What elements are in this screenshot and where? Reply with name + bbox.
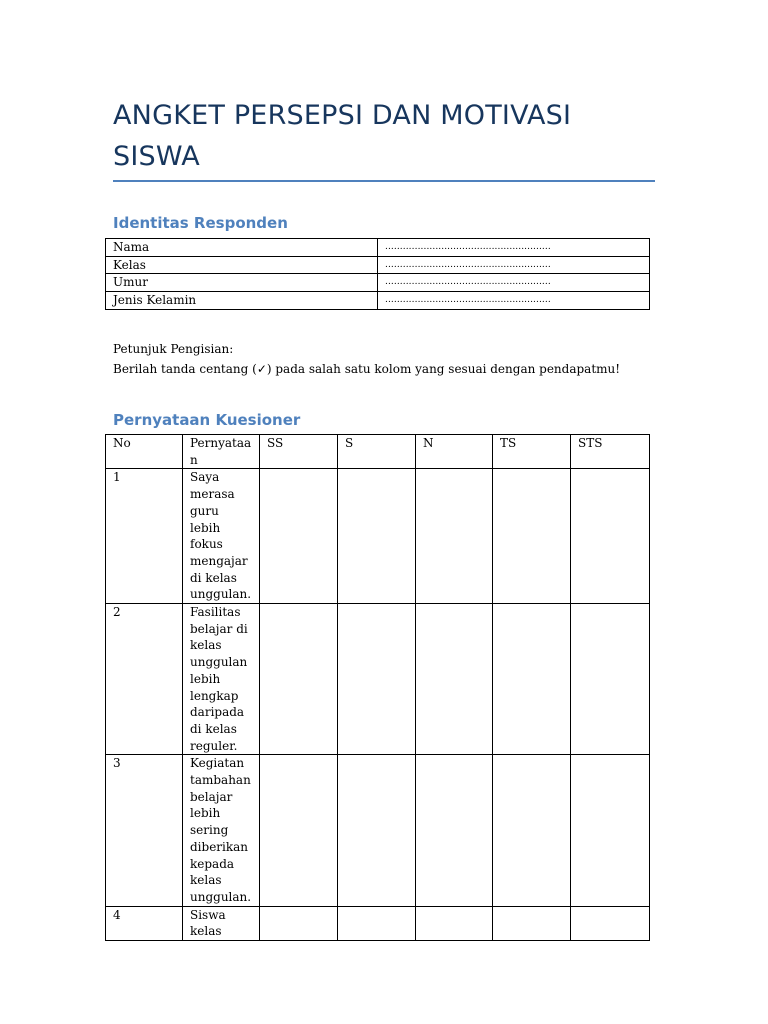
identity-fill-field: ........................................................ — [378, 292, 650, 310]
identity-row — [106, 292, 650, 310]
answer-cell-ts[interactable] — [493, 469, 571, 604]
answer-cell-ss[interactable] — [260, 755, 338, 906]
table-row — [106, 906, 650, 940]
questionnaire-table — [105, 434, 650, 941]
identity-label: Jenis Kelamin — [106, 292, 378, 310]
row-statement: Kegiatan tambahan belajar lebih sering diberikan kepada kelas unggulan. — [183, 755, 260, 906]
identity-row — [106, 274, 650, 292]
answer-cell-sts[interactable] — [571, 604, 650, 755]
identity-fill-field: ........................................................ — [378, 256, 650, 274]
answer-cell-n[interactable] — [416, 906, 493, 940]
answer-cell-ss[interactable] — [260, 604, 338, 755]
answer-cell-sts[interactable] — [571, 469, 650, 604]
answer-cell-n[interactable] — [416, 469, 493, 604]
row-number: 1 — [106, 469, 183, 604]
row-statement: Fasilitas belajar di kelas unggulan lebih lengkap daripada di kelas reguler. — [183, 604, 260, 755]
table-header-row — [106, 435, 650, 469]
answer-cell-ss[interactable] — [260, 469, 338, 604]
answer-cell-ss[interactable] — [260, 906, 338, 940]
answer-cell-n[interactable] — [416, 755, 493, 906]
answer-cell-ts[interactable] — [493, 755, 571, 906]
table-row — [106, 755, 650, 906]
header-s: S — [338, 435, 416, 469]
header-ss: SS — [260, 435, 338, 469]
answer-cell-n[interactable] — [416, 604, 493, 755]
header-ts: TS — [493, 435, 571, 469]
table-row — [106, 469, 650, 604]
header-sts: STS — [571, 435, 650, 469]
answer-cell-s[interactable] — [338, 906, 416, 940]
answer-cell-s[interactable] — [338, 469, 416, 604]
identity-row — [106, 239, 650, 257]
identity-label: Nama — [106, 239, 378, 257]
answer-cell-ts[interactable] — [493, 604, 571, 755]
row-number: 2 — [106, 604, 183, 755]
answer-cell-sts[interactable] — [571, 906, 650, 940]
questionnaire-heading: Pernyataan Kuesioner — [113, 411, 301, 429]
header-statement: Pernyataan — [183, 435, 260, 469]
identity-heading: Identitas Responden — [113, 214, 288, 232]
instructions-label: Petunjuk Pengisian: — [113, 342, 234, 356]
answer-cell-sts[interactable] — [571, 755, 650, 906]
document-title: ANGKET PERSEPSI DAN MOTIVASI SISWA — [113, 100, 572, 172]
identity-table — [105, 238, 650, 310]
identity-label: Kelas — [106, 256, 378, 274]
answer-cell-s[interactable] — [338, 604, 416, 755]
identity-fill-field: ........................................................ — [378, 239, 650, 257]
row-number: 4 — [106, 906, 183, 940]
answer-cell-ts[interactable] — [493, 906, 571, 940]
answer-cell-s[interactable] — [338, 755, 416, 906]
row-statement: Siswa kelas — [183, 906, 260, 940]
header-n: N — [416, 435, 493, 469]
instructions — [113, 339, 620, 379]
row-number: 3 — [106, 755, 183, 906]
table-row — [106, 604, 650, 755]
title-divider — [113, 180, 655, 182]
instructions-text: Berilah tanda centang (✓) pada salah satu kolom yang sesuai dengan pendapatmu! — [113, 362, 621, 376]
row-statement: Saya merasa guru lebih fokus mengajar di kelas unggulan. — [183, 469, 260, 604]
identity-label: Umur — [106, 274, 378, 292]
identity-row — [106, 256, 650, 274]
header-no: No — [106, 435, 183, 469]
identity-fill-field: ........................................................ — [378, 274, 650, 292]
